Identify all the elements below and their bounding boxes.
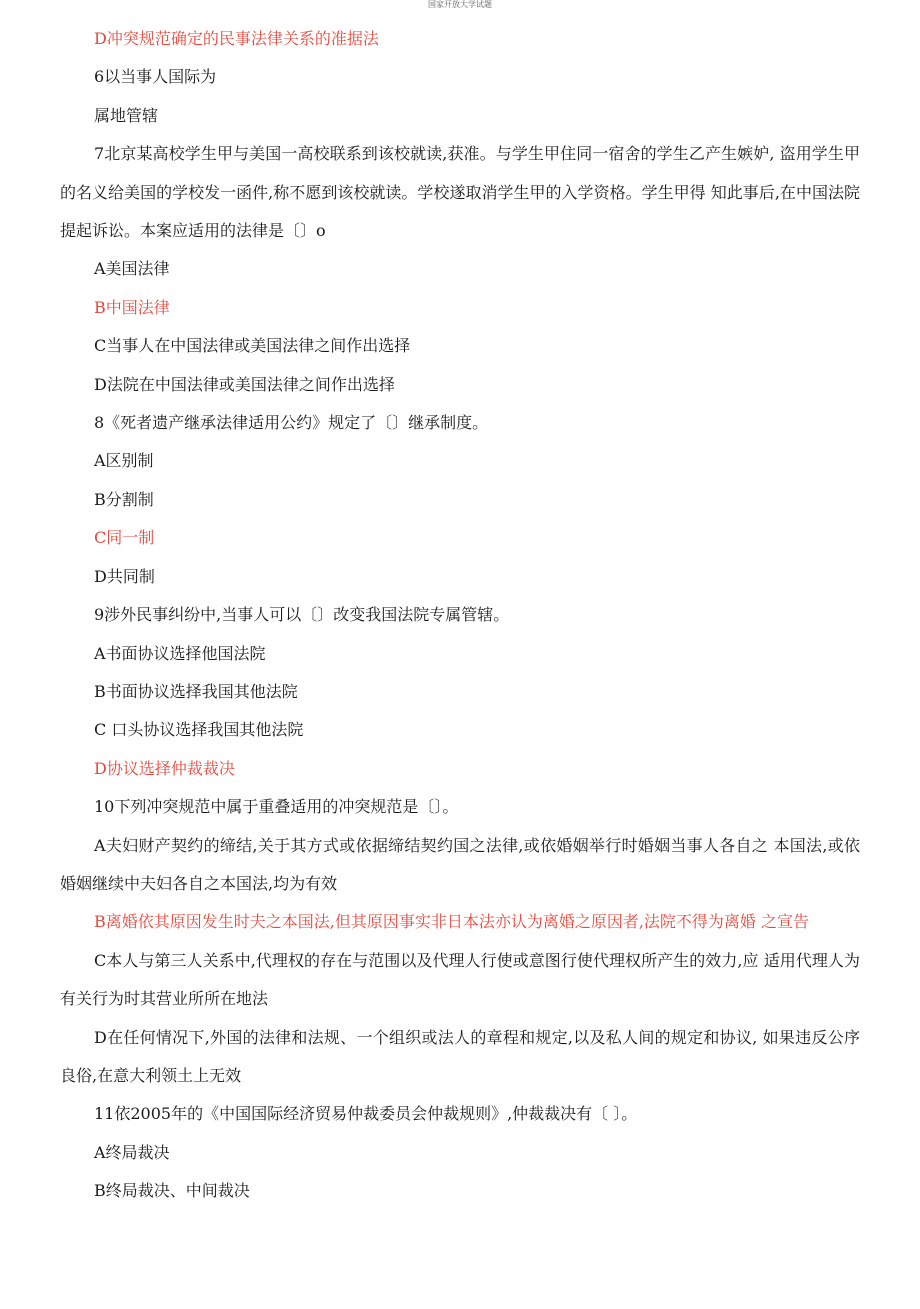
question-6: 6以当事人国际为 xyxy=(94,67,217,87)
option-c: C 口头协议选择我国其他法院 xyxy=(94,720,304,740)
option-d: D共同制 xyxy=(94,566,155,586)
option-b: B书面协议选择我国其他法院 xyxy=(94,681,298,701)
question-7: 7北京某高校学生甲与美国一高校联系到该校就读,获准。与学生甲住同一宿舍的学生乙产生嫉妒, 盗用学生甲的名义给美国的学校发一函件,称不愿到该校就读。学校遂取消学生甲的入学资格。学生甲得 知此事后,在中国法院提起诉讼。本案应适用的法律是〔〕o xyxy=(60,144,860,241)
option-d: D法院在中国法律或美国法律之间作出选择 xyxy=(94,374,395,394)
question-6-answer: 属地管辖 xyxy=(94,105,159,125)
question-10: 10下列冲突规范中属于重叠适用的冲突规范是〔〕。 xyxy=(94,797,459,817)
question-8: 8《死者遗产继承法律适用公约》规定了〔〕继承制度。 xyxy=(94,413,489,433)
option-a: A区别制 xyxy=(94,451,154,471)
option-d-answer: D协议选择仲裁裁决 xyxy=(94,758,235,778)
document-body xyxy=(60,20,860,1211)
option-b: B终局裁决、中间裁决 xyxy=(94,1181,250,1201)
option-b-answer: B离婚依其原因发生时夫之本国法,但其原因事实非日本法亦认为离婚之原因者,法院不得为离婚 之宣告 xyxy=(94,912,810,932)
option-c-answer: C同一制 xyxy=(94,528,155,548)
option-c: C本人与第三人关系中,代理权的存在与范围以及代理人行使或意图行使代理权所产生的效力,应 适用代理人为有关行为时其营业所所在地法 xyxy=(60,950,860,1009)
option-a: A书面协议选择他国法院 xyxy=(94,643,266,663)
option-b: B分割制 xyxy=(94,489,154,509)
option-a: A美国法律 xyxy=(94,259,170,279)
option-d-answer: D冲突规范确定的民事法律关系的准据法 xyxy=(94,29,379,48)
option-d: D在任何情况下,外国的法律和法规、一个组织或法人的章程和规定,以及私人间的规定和协议, 如果违反公序良俗,在意大利领土上无效 xyxy=(60,1027,860,1085)
option-c: C当事人在中国法律或美国法律之间作出选择 xyxy=(94,336,411,356)
question-11: 11依2005年的《中国国际经济贸易仲裁委员会仲裁规则》,仲裁裁决有〔 〕。 xyxy=(94,1104,638,1124)
option-b-answer: B中国法律 xyxy=(94,297,170,317)
option-a: A夫妇财产契约的缔结,关于其方式或依据缔结契约国之法律,或依婚姻举行时婚姻当事人各自之 本国法,或依婚姻继续中夫妇各自之本国法,均为有效 xyxy=(60,835,860,893)
question-9: 9涉外民事纠纷中,当事人可以〔〕改变我国法院专属管辖。 xyxy=(94,605,510,625)
page-header: 国家开放大学试题 xyxy=(428,0,492,9)
option-a: A终局裁决 xyxy=(94,1142,170,1162)
